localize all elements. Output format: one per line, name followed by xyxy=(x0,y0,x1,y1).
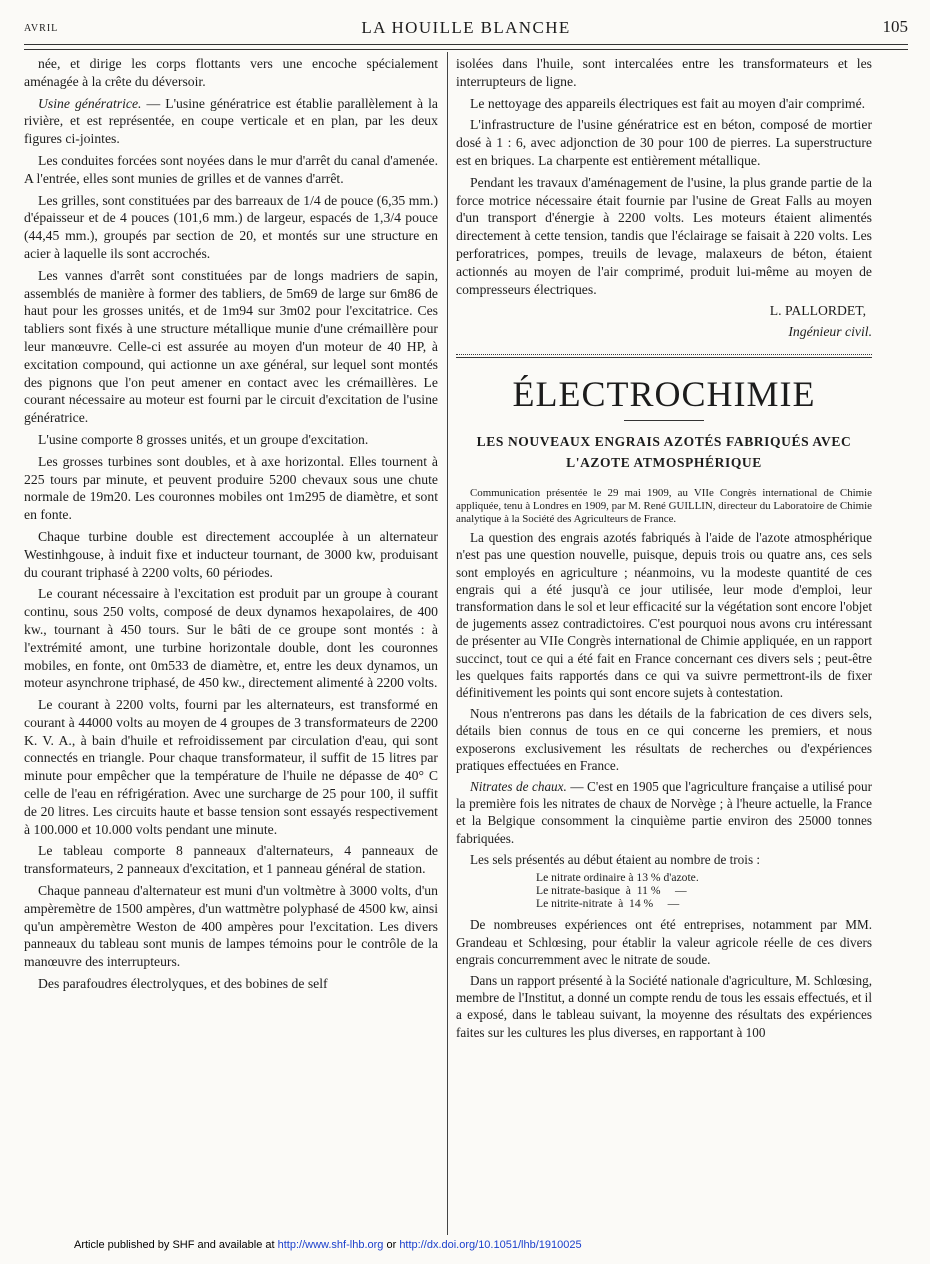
page-number: 105 xyxy=(882,17,908,36)
paragraph-text: De nombreuses expériences ont été entreprises, notamment par MM. Grandeau et Schlœsing, pour établir la valeur agricole réelle de ces divers engrais concurremment avec le nitrate de soude. xyxy=(456,917,872,967)
nitrate-table-row: Le nitrate-basique à 11 % — xyxy=(536,883,687,897)
journal-title: LA HOUILLE BLANCHE xyxy=(361,18,571,37)
paragraph-text: Les conduites forcées sont noyées dans le mur d'arrêt du canal d'amenée. A l'entrée, elles sont munies de grilles et de vannes d'arrêt. xyxy=(24,152,438,186)
paragraph-text: née, et dirige les corps flottants vers une encoche spécialement aménagée à la crête du déversoir. xyxy=(24,56,438,89)
running-header xyxy=(24,14,908,42)
article-body xyxy=(456,529,872,868)
footer-link-shf[interactable]: http://www.shf-lhb.org xyxy=(277,1239,384,1251)
right-column-paragraph xyxy=(456,55,872,91)
paragraph-text: Dans un rapport présenté à la Société nationale d'agriculture, M. Schlœsing, membre de l'Institut, a donné un compte rendu de tous les essais effectués, et il a exposé, dans le tableau suivant, la moyenne des résultats des expériences faites sur les cultures les plus diverses, en rapportant à 100 xyxy=(456,973,872,1040)
right-column-top-text xyxy=(456,55,872,298)
article-body-continued xyxy=(456,916,872,1040)
left-column-paragraph xyxy=(24,192,438,263)
left-column-paragraph xyxy=(24,431,438,449)
paragraph-text: — C'est en 1905 que l'agriculture française a utilisé pour la première fois les nitrates de chaux de Norvège ; à l'heure actuelle, la France et la Belgique consomment la cinquième partie environ des 25000 tonnes fabriquées. xyxy=(456,778,872,846)
paragraph-text: Les sels présentés au début étaient au nombre de trois : xyxy=(470,851,761,867)
article-title xyxy=(456,431,872,473)
article-paragraph xyxy=(456,972,872,1041)
left-column-paragraph xyxy=(24,975,438,993)
paragraph-text: L'infrastructure de l'usine génératrice est en béton, composé de mortier dosé à 1 : 6, avec adjonction de 30 pour 100 de pierres. La superstructure est en briques. La charpente est entièrement métallique. xyxy=(456,117,872,168)
paragraph-text: Nous n'entrerons pas dans les détails de la fabrication de ces divers sels, détails bien connus de tous en ce qui concerne les premiers, et nous exposerons exclusivement les résultats de recherches ou d'expériences pratiques effectuées en France. xyxy=(456,706,872,773)
paragraph-text: Le nettoyage des appareils électriques est fait au moyen d'air comprimé. xyxy=(470,95,866,111)
article-paragraph xyxy=(456,778,872,847)
paragraph-text: Des parafoudres électrolyques, et des bobines de self xyxy=(38,976,328,992)
left-column-paragraph xyxy=(24,585,438,692)
paragraph-text: La question des engrais azotés fabriqués à l'aide de l'azote atmosphérique n'est pas une question nouvelle, puisque, depuis trois ou quatre ans, ces sels sont employés en agriculture ; néanmoins, vu la modeste quantité de ces engrais qui a été jusqu'à ce jour utilisée, leur mode d'emploi, leur transformation dans le sol et leur efficacité sur la végétation sont encore l'objet de jugements assez contradictoires. C'est pourquoi nous avons cru intéressant de présenter au VIIe Congrès international de Chimie appliquée, en un rapport succinct, tout ce qui a été fait en France concernant ces divers sels ; peut-être les quelques faits rapportés dans ce qui va suivre permettront-ils de fixer définitivement les points qui sont encore sujets à contestation. xyxy=(456,530,872,700)
column-divider xyxy=(447,52,448,1235)
left-column-paragraph xyxy=(24,267,438,427)
communication-note: Communication présentée le 29 mai 1909, au VIIe Congrès international de Chimie appliquée, tenu à Londres en 1909, par M. René GUILLIN, directeur du Laboratoire de Chimie analytique à la Société des Agriculteurs de France. xyxy=(456,487,872,525)
author-title: Ingénieur civil. xyxy=(788,324,872,340)
section-title: ÉLECTROCHIMIE xyxy=(512,374,816,415)
footer-text: Article published by SHF and available at xyxy=(74,1239,278,1251)
section-separator-dotted xyxy=(456,354,872,355)
paragraph-text: Les grosses turbines sont doubles, et à axe horizontal. Elles tournent à 225 tours par minute, et peuvent produire 5200 chevaux sous une chute normale de 19m20. Les couronnes mobiles ont 1m295 de diamètre, et sont en fonte. xyxy=(24,453,438,523)
nitrate-table-row: Le nitrite-nitrate à 14 % — xyxy=(536,896,680,910)
right-column xyxy=(456,55,872,1045)
article-title-line-2: L'AZOTE ATMOSPHÉRIQUE xyxy=(566,455,762,471)
header-rule-bottom xyxy=(24,49,908,50)
article-title-line-1: LES NOUVEAUX ENGRAIS AZOTÉS FABRIQUÉS AVEC xyxy=(476,434,852,450)
section-separator-solid xyxy=(456,357,872,358)
paragraph-text: Chaque panneau d'alternateur est muni d'un voltmètre à 3000 volts, d'un ampèremètre de 1500 ampères, d'un wattmètre polyphasé de 4500 kw, ainsi qu'un ampèremètre Weston de 400 ampères pour l'excitation. Les divers panneaux du tableau sont munis de lampes témoins pour le contrôle de la manœuvre des interrupteurs. xyxy=(24,883,438,970)
left-column-paragraph xyxy=(24,696,438,838)
nitrate-table-row: Le nitrate ordinaire à 13 % d'azote. xyxy=(536,871,699,884)
header-rule-top xyxy=(24,44,908,45)
paragraph-text: Le courant nécessaire à l'excitation est produit par un groupe à courant continu, sous 250 volts, composé de deux dynamos hexapolaires, de 400 kw., tournant à 450 tours. Sur le bâti de ce groupe sont montés : à l'extrémité amont, une turbine horizontale double, dont les couronnes mobiles, en fonte, ont 0m533 de diamètre, et, entre les deux dynamos, un moteur asynchrone triphasé, de 450 kw., directement alimenté à 2200 volts. xyxy=(24,586,438,691)
article-paragraph xyxy=(456,916,872,968)
left-column-paragraph xyxy=(24,842,438,878)
paragraph-text: L'usine comporte 8 grosses unités, et un groupe d'excitation. xyxy=(38,431,369,447)
article-paragraph xyxy=(456,851,872,868)
paragraph-text: Les grilles, sont constituées par des barreaux de 1/4 de pouce (6,35 mm.) d'épaisseur et de 4 pouces (101,6 mm.) de largeur, espacés de 1,3/4 pouce (44,45 mm.), groupés par section de 20, et montés sur une structure en acier à laquelle ils sont accrochés. xyxy=(24,192,438,261)
right-column-paragraph xyxy=(456,116,872,169)
footer-link-doi[interactable]: http://dx.doi.org/10.1051/lhb/1910025 xyxy=(399,1239,582,1251)
paragraph-lead: Usine génératrice. xyxy=(38,95,142,111)
left-column-paragraph xyxy=(24,882,438,971)
paragraph-text: — L'usine génératrice est établie parallèlement à la rivière, et est représentée, en coupe verticale et en plan, par les deux figures ci-jointes. xyxy=(24,95,438,147)
paragraph-text: Le tableau comporte 8 panneaux d'alternateurs, 4 panneaux de transformateurs, 2 panneaux d'excitation, et 1 panneau général de station. xyxy=(24,843,438,877)
left-column-paragraph xyxy=(24,453,438,524)
article-paragraph xyxy=(456,705,872,774)
right-column-paragraph xyxy=(456,95,872,113)
nitrate-table xyxy=(536,872,872,910)
footer-or: or xyxy=(383,1239,400,1251)
article-paragraph xyxy=(456,529,872,701)
left-column xyxy=(24,55,438,997)
left-column-paragraph xyxy=(24,55,438,91)
paragraph-text: Pendant les travaux d'aménagement de l'usine, la plus grande partie de la force motrice nécessaire était fournie par l'usine de Great Falls au moyen d'un transport d'énergie à 2200 volts. Les moteurs étaient alimentés directement à cette tension, tandis que l'éclairage se faisait à 220 volts. Les perforatrices, pompes, treuils de levage, malaxeurs de béton, étaient actionnés au moyen de l'air comprimé, produit lui-même au moyen de compresseurs électriques. xyxy=(456,174,872,297)
left-column-paragraph xyxy=(24,152,438,188)
paragraph-lead: Nitrates de chaux. xyxy=(470,778,567,794)
paragraph-text: Le courant à 2200 volts, fourni par les alternateurs, est transformé en courant à 44000 volts au moyen de 4 groupes de 3 transformateurs de 2200 K. V. A., à bain d'huile et refroidissement par circulation d'eau, qui sont connectés en triangle. Pour chaque transformateur, il suffit de 15 litres par minute pour empêcher que la température de l'huile ne dépasse de 40° C celle de l'eau en réfrigération. Avec une surcharge de 25 pour 100, il suffit de 20 litres. Les circuits haute et basse tension sont essayés respectivement à 100.000 et 10.000 volts pendant une minute. xyxy=(24,697,438,837)
header-month: AVRIL xyxy=(24,23,59,34)
title-rule xyxy=(624,420,704,421)
left-column-paragraph xyxy=(24,528,438,581)
author-signature: L. PALLORDET, xyxy=(769,303,866,319)
publication-footer xyxy=(74,1239,582,1251)
paragraph-text: Les vannes d'arrêt sont constituées par de longs madriers de sapin, assemblés de manière à former des tabliers, de 5m69 de large sur 6m86 de haut pour les grosses unités, et de 1m94 sur 3m02 pour l'excitatrice. Ces tabliers sont fixés à une structure métallique munie d'une crémaillère pour leur manœuvre. Celle-ci est assurée au moyen d'un moteur de 40 HP, à excitation compound, qui actionne un axe général, sur lequel sont montés des pignons que l'on peut amener en contact avec les crémaillères. Le courant nécessaire au moteur est fourni par le circuit d'excitation de l'usine génératrice. xyxy=(24,267,438,426)
right-column-paragraph xyxy=(456,174,872,299)
paragraph-text: isolées dans l'huile, sont intercalées entre les transformateurs et les interrupteurs de ligne. xyxy=(456,56,872,89)
left-column-paragraph xyxy=(24,95,438,148)
paragraph-text: Chaque turbine double est directement accouplée à un alternateur Westinhgouse, à induit fixe et inducteur tournant, de 3000 kw, produisant du courant triphasé à 2200 volts, 60 périodes. xyxy=(24,528,438,580)
